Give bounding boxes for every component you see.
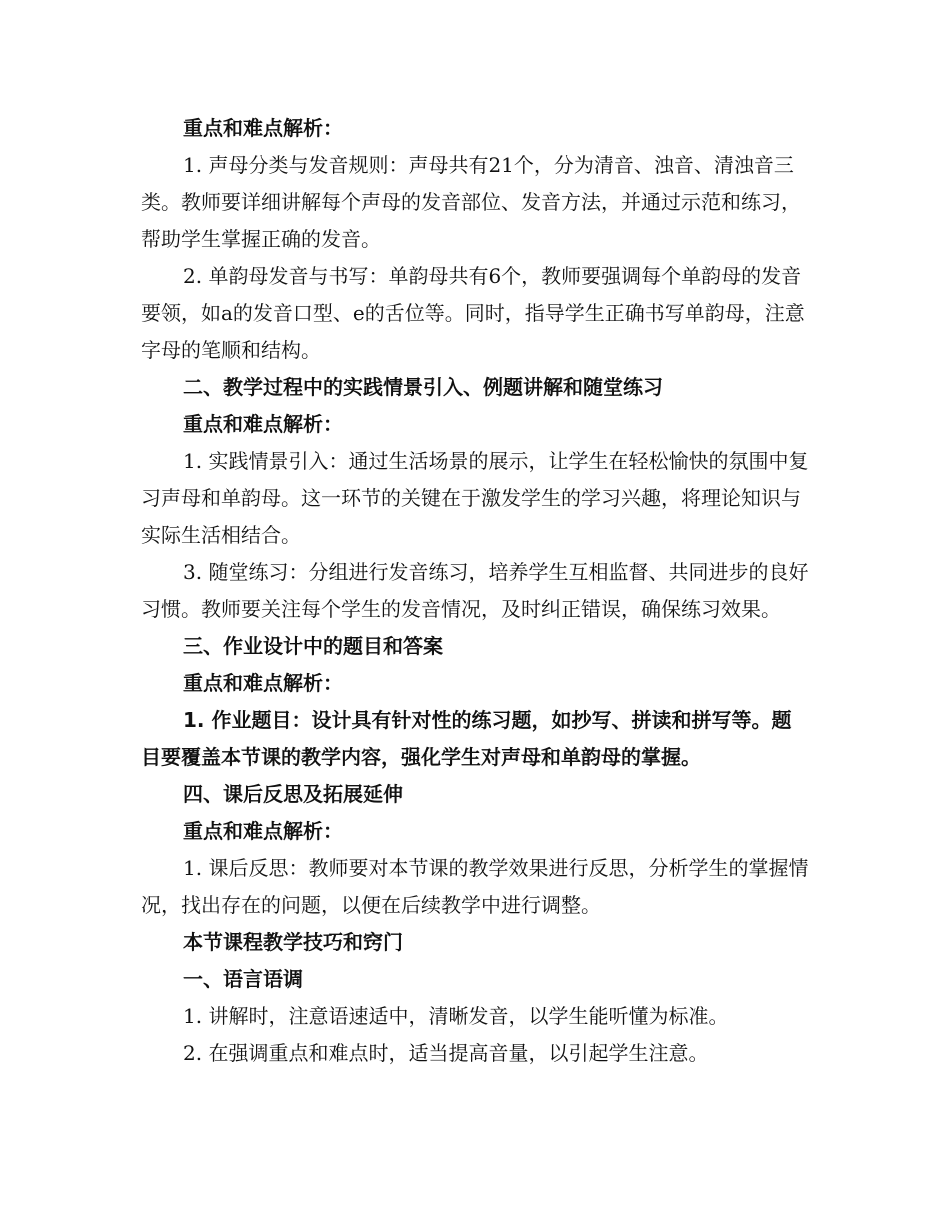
- paragraph-in-class-practice: 3. 随堂练习：分组进行发音练习，培养学生互相监督、共同进步的良好习惯。教师要关注每个学生的发音情况，及时纠正错误，确保练习效果。: [141, 560, 809, 621]
- subheading-key-points: 重点和难点解析：: [183, 671, 343, 695]
- paragraph-homework: 1. 作业题目：设计具有针对性的练习题，如抄写、拼读和拼写等。题目要覆盖本节课的教学内容，强化学生对声母和单韵母的掌握。: [141, 708, 792, 769]
- paragraph-tip-2: 2. 在强调重点和难点时，适当提高音量，以引起学生注意。: [183, 1041, 709, 1065]
- paragraph-reflection: 1. 课后反思：教师要对本节课的教学效果进行反思，分析学生的掌握情况，找出存在的问题，以便在后续教学中进行调整。: [141, 856, 809, 917]
- section-heading-tips: 本节课程教学技巧和窍门: [183, 930, 403, 954]
- paragraph-initials-classification: 1. 声母分类与发音规则：声母共有21个，分为清音、浊音、清浊音三类。教师要详细讲解每个声母的发音部位、发音方法，并通过示范和练习，帮助学生掌握正确的发音。: [141, 153, 801, 251]
- section-heading-3: 三、作业设计中的题目和答案: [183, 634, 443, 658]
- paragraph-tip-1: 1. 讲解时，注意语速适中，清晰发音，以学生能听懂为标准。: [183, 1004, 729, 1028]
- paragraph-practice-scenario: 1. 实践情景引入：通过生活场景的展示，让学生在轻松愉快的氛围中复习声母和单韵母。这一环节的关键在于激发学生的学习兴趣，将理论知识与实际生活相结合。: [141, 449, 809, 547]
- section-heading-4: 四、课后反思及拓展延伸: [183, 782, 403, 806]
- subheading-key-points: 重点和难点解析：: [183, 819, 343, 843]
- section-heading-2: 二、教学过程中的实践情景引入、例题讲解和随堂练习: [183, 375, 663, 399]
- document-body: [141, 110, 811, 1072]
- subheading-key-points: 重点和难点解析：: [183, 116, 343, 140]
- subheading-language-tone: 一、语言语调: [183, 967, 303, 991]
- paragraph-single-finals: 2. 单韵母发音与书写：单韵母共有6个，教师要强调每个单韵母的发音要领，如a的发音口型、e的舌位等。同时，指导学生正确书写单韵母，注意字母的笔顺和结构。: [141, 264, 805, 362]
- subheading-key-points: 重点和难点解析：: [183, 412, 343, 436]
